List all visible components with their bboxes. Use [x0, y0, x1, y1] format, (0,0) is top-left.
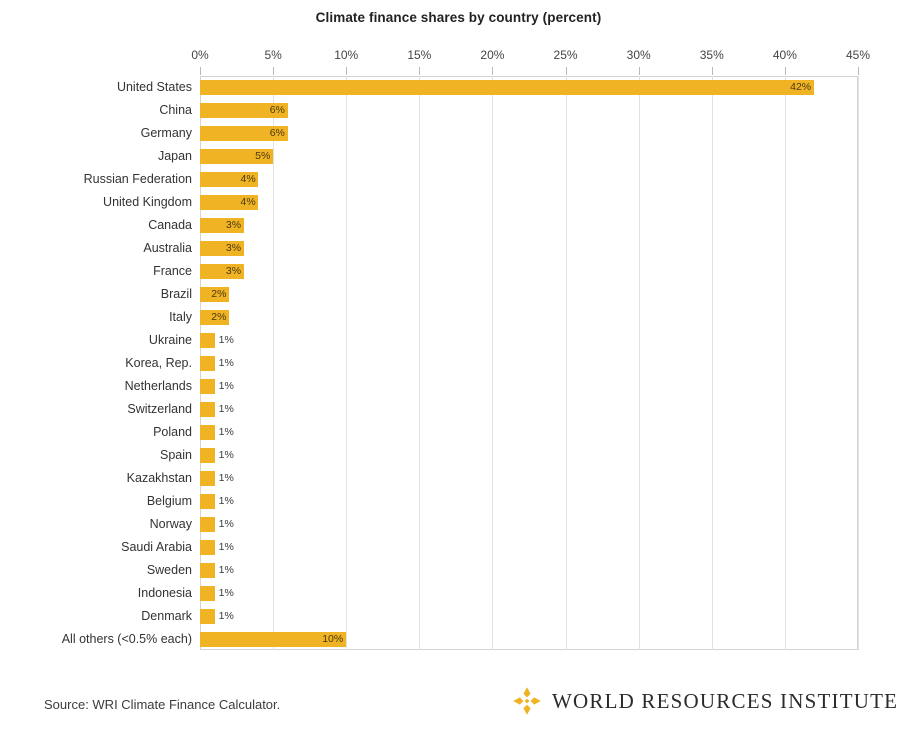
bar: [200, 402, 215, 417]
category-label: All others (<0.5% each): [61, 631, 192, 646]
bar-row: [0, 536, 917, 558]
bar-value-label: 1%: [218, 425, 234, 438]
category-label: Italy: [169, 310, 192, 325]
bar-value-label: 1%: [218, 357, 234, 369]
bar: [200, 379, 215, 394]
category-label: Ukraine: [148, 333, 192, 348]
bar-row: [0, 76, 917, 98]
bar-row: [0, 191, 917, 213]
bar-value-label: 4%: [240, 196, 256, 209]
bar-row: [0, 214, 917, 236]
bar-value-label: 5%: [255, 150, 271, 163]
bar-value-label: 1%: [218, 540, 234, 553]
category-label: China: [159, 103, 192, 118]
x-axis-tick-mark: [566, 67, 567, 75]
bar: [200, 586, 215, 601]
bar-value-label: 10%: [322, 632, 344, 645]
category-label: Netherlands: [124, 378, 192, 393]
bar-row: [0, 283, 917, 305]
bar-row: [0, 122, 917, 144]
category-label: Belgium: [146, 493, 192, 508]
category-label: Switzerland: [127, 401, 192, 416]
category-label: Australia: [143, 241, 192, 256]
x-axis-tick-label: 40%: [772, 48, 797, 62]
bar-row: [0, 398, 917, 420]
x-axis-tick-label: 35%: [699, 48, 724, 62]
bar-value-label: 6%: [269, 127, 285, 140]
bar-row: [0, 559, 917, 581]
bar-value-label: 2%: [211, 311, 227, 324]
bar: [200, 333, 215, 348]
category-label: Spain: [160, 447, 192, 462]
category-label: United Kingdom: [103, 195, 192, 210]
category-label: Poland: [153, 424, 192, 439]
bar-row: [0, 168, 917, 190]
bar-row: [0, 237, 917, 259]
category-label: Brazil: [160, 287, 192, 302]
x-axis-tick-mark: [712, 67, 713, 75]
bar-value-label: 1%: [218, 517, 234, 530]
bar-value-label: 1%: [218, 563, 234, 576]
category-label: Korea, Rep.: [125, 356, 192, 370]
bar-row: [0, 513, 917, 535]
bar-value-label: 3%: [225, 242, 242, 255]
bar-value-label: 1%: [218, 471, 234, 484]
category-label: Norway: [149, 516, 192, 531]
bar-row: [0, 421, 917, 443]
bar-row: [0, 329, 917, 351]
x-axis-tick-label: 30%: [626, 48, 651, 62]
bar-value-label: 1%: [218, 334, 234, 347]
category-label: Denmark: [141, 608, 192, 623]
bar: [200, 80, 814, 95]
x-axis-tick-mark: [492, 67, 493, 75]
bar-value-label: 2%: [211, 288, 227, 301]
x-axis-tick-label: 45%: [845, 48, 871, 62]
bar-row: [0, 375, 917, 397]
x-axis-tick-label: 20%: [480, 48, 505, 62]
bar-value-label: 1%: [218, 448, 234, 461]
x-axis-tick-label: 10%: [334, 48, 359, 62]
bar-row: [0, 99, 917, 121]
bar-row: [0, 605, 917, 627]
bar-row: [0, 145, 917, 167]
wri-logo: [512, 686, 898, 716]
x-axis-tick-mark: [858, 67, 859, 75]
category-label: United States: [116, 80, 192, 95]
category-label: Sweden: [146, 562, 192, 577]
bar-value-label: 42%: [790, 81, 812, 94]
bar-value-label: 1%: [218, 586, 234, 599]
bar-row: [0, 628, 917, 650]
bar: [200, 471, 215, 486]
bar-row: [0, 490, 917, 512]
bar: [200, 540, 215, 555]
bar-value-label: 6%: [269, 104, 285, 117]
bar-value-label: 1%: [218, 494, 234, 507]
bar-row: [0, 352, 917, 374]
bar-row: [0, 260, 917, 282]
x-axis-tick-label: 5%: [264, 48, 282, 62]
bar-row: [0, 306, 917, 328]
bar: [200, 517, 215, 532]
wri-wordmark: WORLD RESOURCES INSTITUTE: [552, 688, 899, 713]
bar-value-label: 3%: [225, 219, 242, 232]
category-label: Canada: [148, 218, 192, 233]
bar: [200, 425, 215, 440]
bar-row: [0, 444, 917, 466]
category-label: Saudi Arabia: [121, 539, 192, 554]
bar-value-label: 4%: [240, 173, 256, 186]
bar-value-label: 1%: [218, 402, 234, 415]
x-axis-tick-mark: [639, 67, 640, 75]
wri-diamond-logo-icon: [512, 686, 542, 716]
bar-row: [0, 582, 917, 604]
bar: [200, 494, 215, 509]
x-axis-tick-mark: [273, 67, 274, 75]
x-axis-tick-mark: [785, 67, 786, 75]
category-label: Russian Federation: [83, 172, 192, 187]
bar-value-label: 3%: [225, 265, 242, 278]
x-axis-tick-label: 25%: [553, 48, 578, 62]
x-axis-tick-mark: [419, 67, 420, 75]
source-note: Source: WRI Climate Finance Calculator.: [44, 697, 281, 712]
bar: [200, 609, 215, 624]
category-label: Japan: [157, 149, 192, 164]
bar: [200, 563, 215, 578]
category-label: Kazakhstan: [126, 470, 192, 485]
chart-title: Climate finance shares by country (percent): [315, 10, 602, 25]
category-label: Germany: [140, 126, 192, 141]
bar-value-label: 1%: [218, 609, 234, 622]
category-label: France: [153, 264, 192, 279]
bar: [200, 356, 215, 371]
x-axis-tick-mark: [200, 67, 201, 75]
bar: [200, 448, 215, 463]
bar-value-label: 1%: [218, 379, 234, 392]
bar-row: [0, 467, 917, 489]
x-axis-tick-label: 15%: [407, 48, 432, 62]
x-axis-tick-mark: [346, 67, 347, 75]
x-axis-tick-label: 0%: [191, 48, 209, 62]
category-label: Indonesia: [137, 585, 192, 600]
